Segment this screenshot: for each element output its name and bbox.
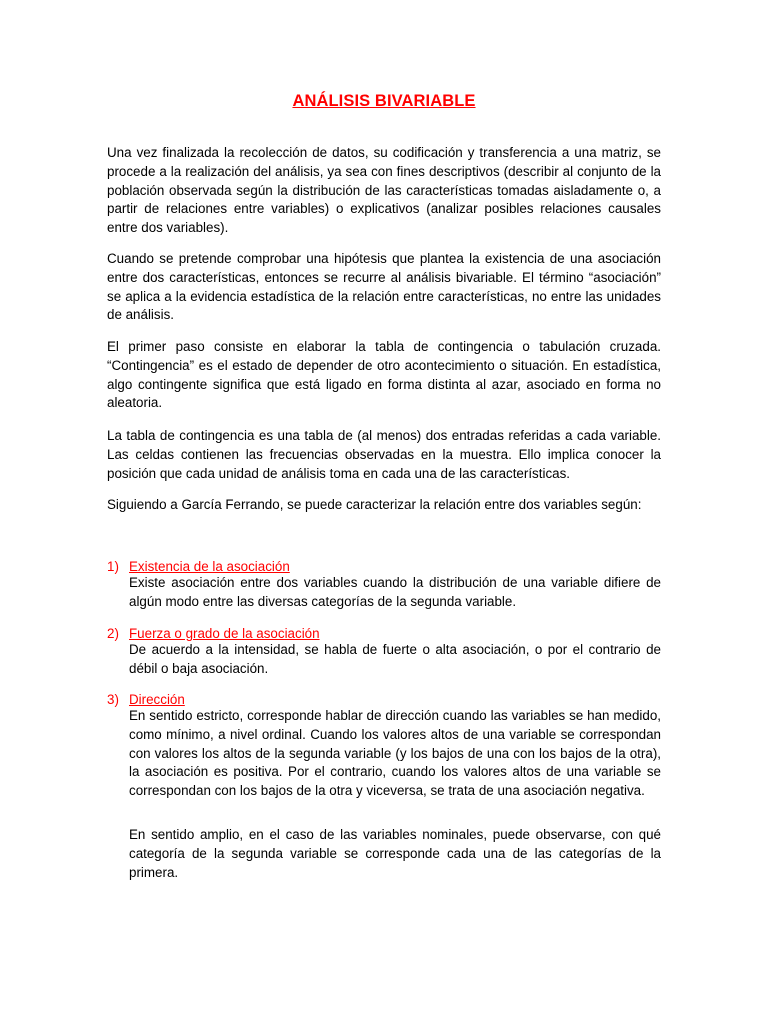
document-title: ANÁLISIS BIVARIABLE <box>292 92 476 110</box>
list-text: Existe asociación entre dos variables cuando la distribución de una variable difiere de algún modo entre las diversas categorías de la segunda variable. <box>129 575 661 609</box>
list-text: De acuerdo a la intensidad, se habla de fuerte o alta asociación, o por el contrario de débil o baja asociación. <box>129 642 661 676</box>
paragraph-intro: Una vez finalizada la recolección de datos, su codificación y transferencia a una matriz, se procede a la realización del análisis, ya sea con fines descriptivos (describir al conjunto de la población observada según la distribución de las características tomadas aisladamente o, a partir de relaciones entre variables) o explicativos (analizar posibles relaciones causales entre dos variables). <box>107 145 661 236</box>
paragraph-garcia-ferrando: Siguiendo a García Ferrando, se puede caracterizar la relación entre dos variables según: <box>107 497 642 512</box>
list-text-secondary: En sentido amplio, en el caso de las variables nominales, puede observarse, con qué categoría de la segunda variable se corresponde cada una de las categorías de la primera. <box>129 827 661 880</box>
list-heading: Dirección <box>129 692 185 707</box>
paragraph-contingency: El primer paso consiste en elaborar la tabla de contingencia o tabulación cruzada. “Contingencia” es el estado de depender de otro acontecimiento o situación. En estadística, algo contingente significa que está ligado en forma distinta al azar, asociado en forma no aleatoria. <box>107 339 661 411</box>
list-number: 3) <box>107 692 119 707</box>
paragraph-contingency-table: La tabla de contingencia es una tabla de (al menos) dos entradas referidas a cada variable. Las celdas contienen las frecuencias observadas en la muestra. Ello implica conocer la posición que cada unidad de análisis toma en cada una de las características. <box>107 428 661 481</box>
list-number: 2) <box>107 626 119 641</box>
paragraph-hypothesis: Cuando se pretende comprobar una hipótesis que plantea la existencia de una asociación entre dos características, entonces se recurre al análisis bivariable. El término “asociación” se aplica a la evidencia estadística de la relación entre características, no entre las unidades de análisis. <box>107 251 661 323</box>
list-heading: Existencia de la asociación <box>129 559 290 574</box>
list-number: 1) <box>107 559 119 574</box>
list-text: En sentido estricto, corresponde hablar de dirección cuando las variables se han medido, como mínimo, a nivel ordinal. Cuando los valores altos de una variable se correspondan con valores los altos de la segunda variable (y los bajos de una con los bajos de la otra), la asociación es positiva. Por el contrario, cuando los valores altos de una variable se correspondan con los bajos de la otra y viceversa, se trata de una asociación negativa. <box>129 708 661 799</box>
list-heading: Fuerza o grado de la asociación <box>129 626 320 641</box>
